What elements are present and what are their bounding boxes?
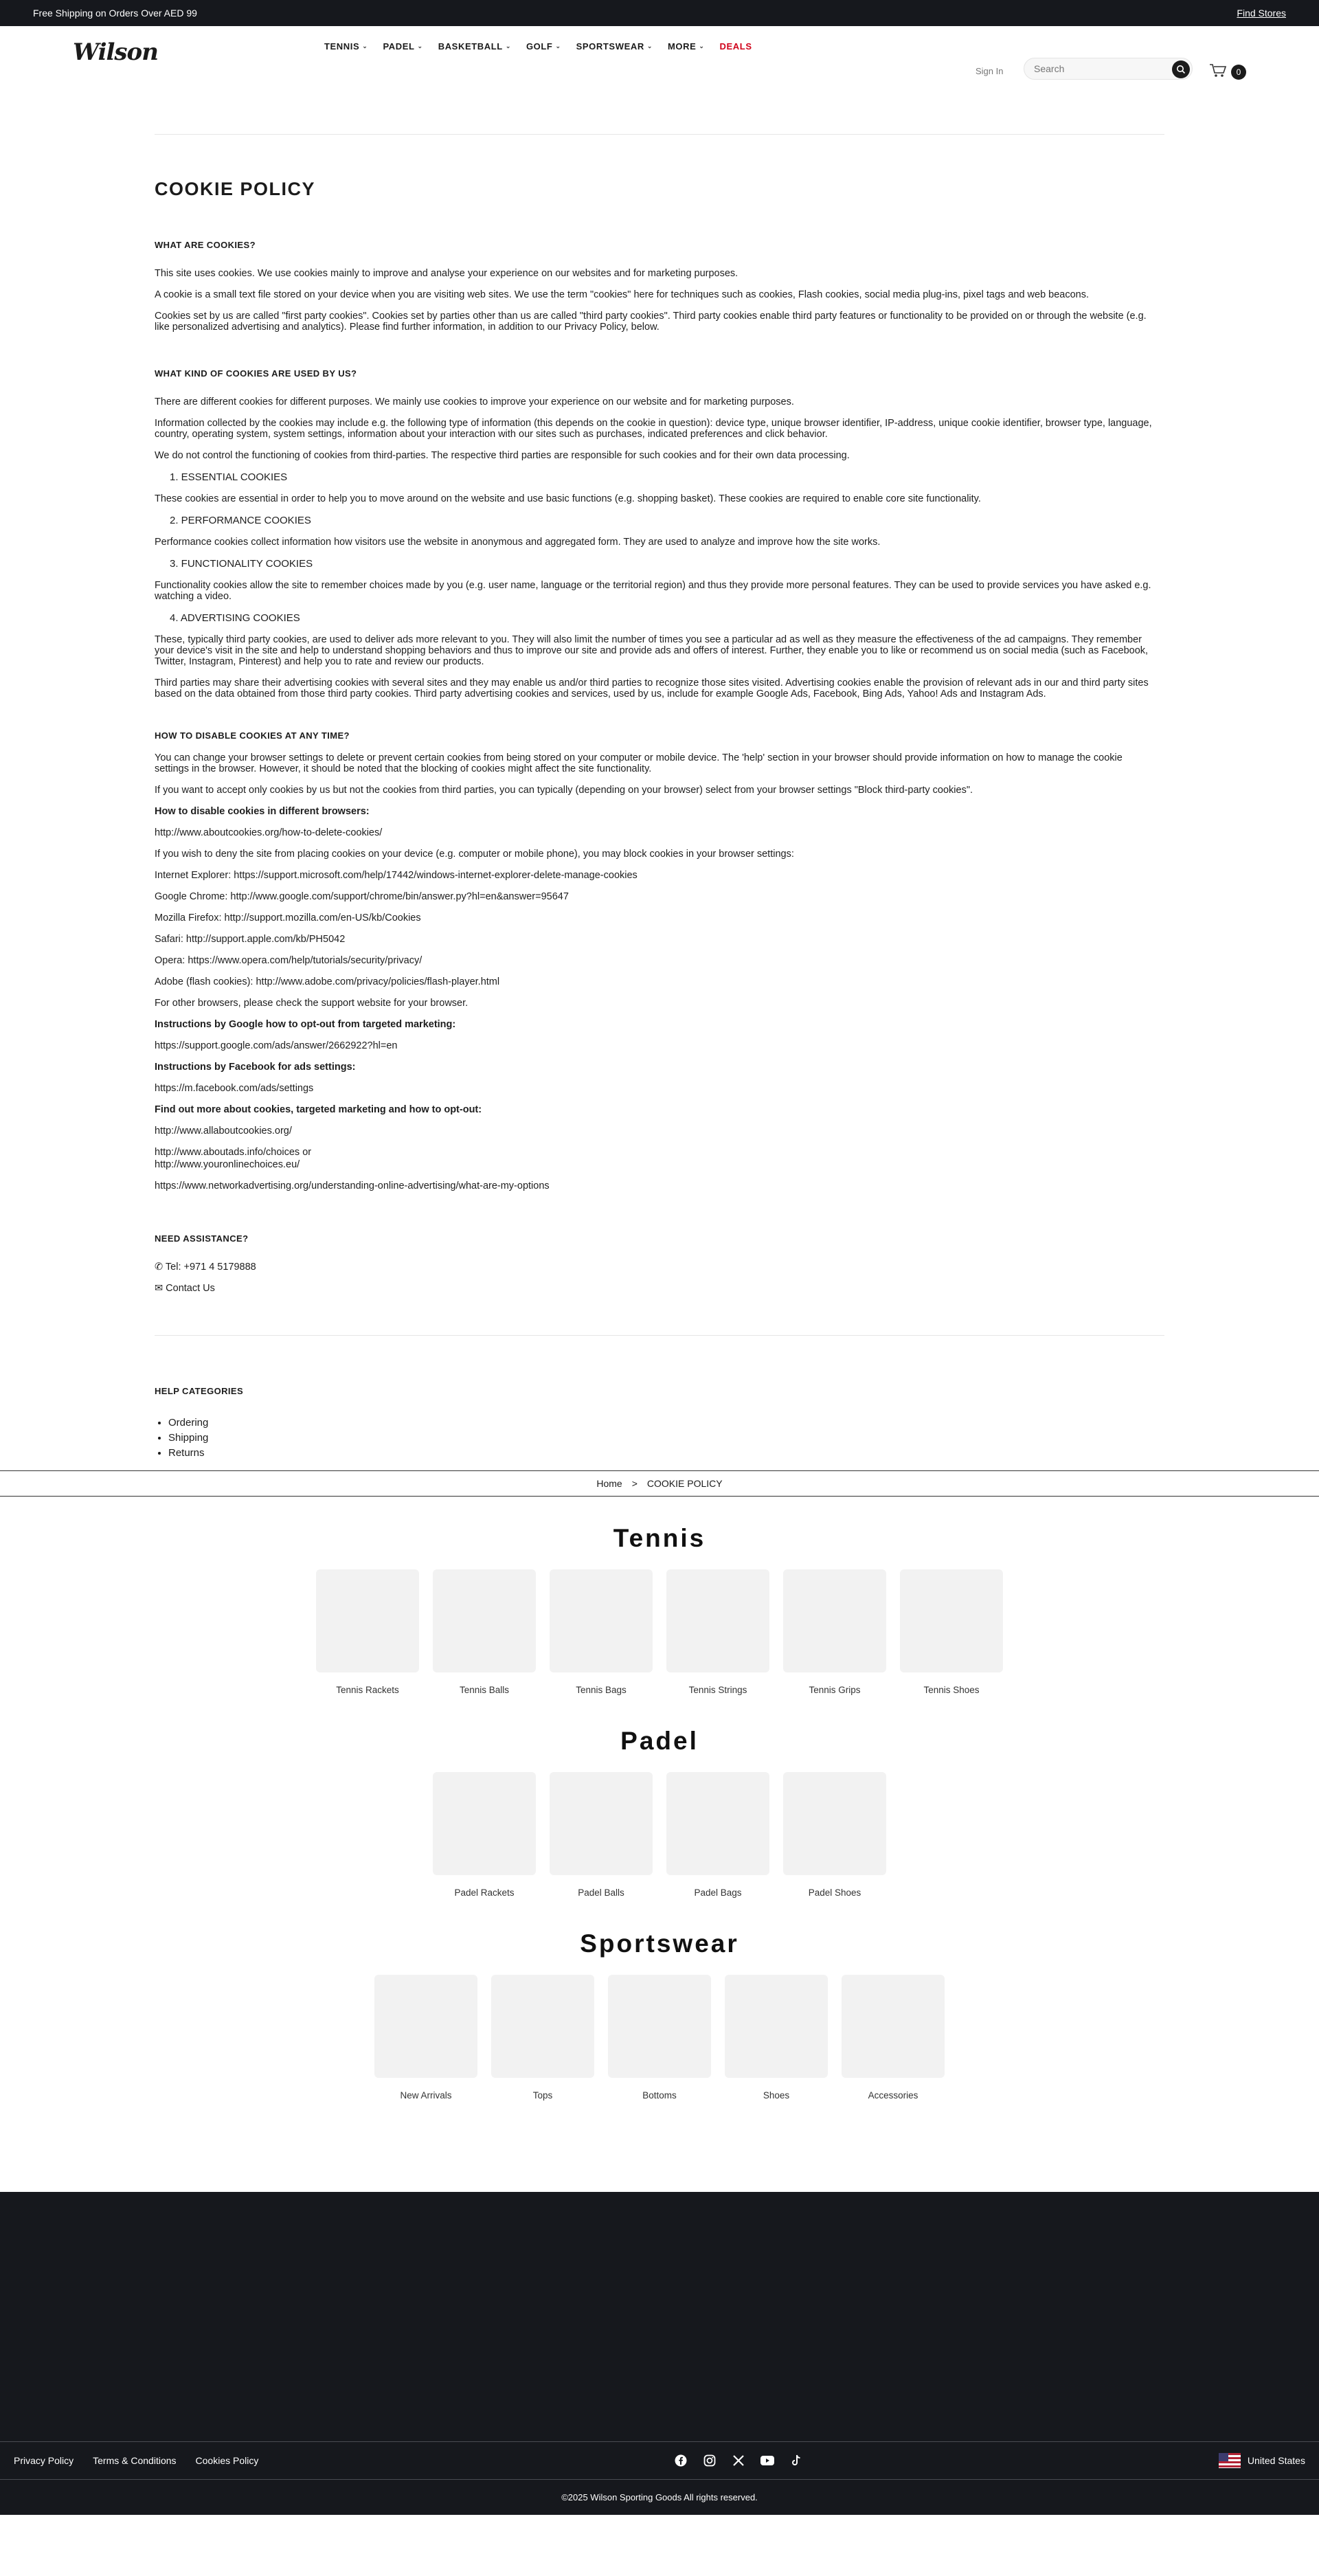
- section-heading: HOW TO DISABLE COOKIES AT ANY TIME?: [155, 730, 350, 741]
- tile-label: Tops: [532, 2090, 553, 2101]
- chevron-down-icon: ⌄: [555, 43, 561, 49]
- paragraph: You can change your browser settings to delete or prevent certain cookies from being stored on your computer or mobile device. The 'help' section in your browser should provide information on how to manage the cookie settings in the browser. However, it should be noted that the blocking of cookies might affect the site functionality.: [155, 752, 1123, 774]
- tile-image: [725, 1975, 828, 2078]
- tile-image: [783, 1772, 886, 1875]
- section-heading: WHAT ARE COOKIES?: [155, 240, 256, 250]
- ie-link[interactable]: Internet Explorer: https://support.microsoft.com/help/17442/windows-internet-explorer-delete-manage-cookies: [155, 870, 638, 881]
- category-tile[interactable]: [550, 1569, 653, 1695]
- footer-bar: [0, 2441, 1319, 2479]
- facebook-icon[interactable]: [674, 2454, 688, 2467]
- category-tile[interactable]: [374, 1975, 477, 2101]
- content-divider: [155, 134, 1164, 135]
- tile-label: Bottoms: [642, 2090, 677, 2101]
- paragraph: Functionality cookies allow the site to remember choices made by you (e.g. user name, language or the territorial region) and thus they provide more personal features. They can be used to provide services you have asked e.g. watching a video.: [155, 580, 1151, 602]
- help-categories: [155, 1386, 1158, 1461]
- tile-image: [608, 1975, 711, 2078]
- subheading: Find out more about cookies, targeted marketing and how to opt-out:: [155, 1104, 482, 1115]
- chevron-down-icon: ⌄: [699, 43, 705, 49]
- category-title: Sportswear: [580, 1929, 739, 1958]
- tile-label: Tennis Rackets: [336, 1685, 399, 1695]
- tile-image: [666, 1569, 769, 1672]
- cart-icon: [1209, 63, 1227, 80]
- breadcrumb: [0, 1470, 1319, 1497]
- tile-image: [374, 1975, 477, 2078]
- tile-image: [666, 1772, 769, 1875]
- opera-link[interactable]: Opera: https://www.opera.com/help/tutorials/security/privacy/: [155, 955, 422, 966]
- category-sportswear: [0, 1929, 1319, 2101]
- nav-deals[interactable]: DEALS: [719, 41, 752, 52]
- category-tile[interactable]: [842, 1975, 945, 2101]
- chevron-down-icon: ⌄: [505, 43, 511, 49]
- instagram-icon[interactable]: [703, 2454, 717, 2467]
- subheading: Instructions by Google how to opt-out from targeted marketing:: [155, 1019, 456, 1030]
- tiktok-icon[interactable]: [789, 2454, 803, 2467]
- tile-label: New Arrivals: [400, 2090, 452, 2101]
- paragraph: Cookies set by us are called "first party cookies". Cookies set by parties other than us are called "third party cookies". Third party cookies enable third party features or functionality to be provided on or through the website (e.g. like personalized advertising and analytics). Please find further information, in addition to our Privacy Policy, below.: [155, 311, 1147, 333]
- cookie-type-heading: 2. PERFORMANCE COOKIES: [170, 515, 311, 526]
- youtube-icon[interactable]: [760, 2454, 774, 2467]
- cookie-type-heading: 1. ESSENTIAL COOKIES: [170, 471, 288, 483]
- tile-label: Tennis Bags: [576, 1685, 627, 1695]
- category-tile[interactable]: [316, 1569, 419, 1695]
- help-item-shipping[interactable]: [168, 1431, 1158, 1446]
- search-icon[interactable]: [1172, 60, 1190, 78]
- tile-image: [783, 1569, 886, 1672]
- region-selector[interactable]: [1219, 2453, 1305, 2468]
- nav-tennis[interactable]: [324, 41, 368, 52]
- search-input[interactable]: [1034, 63, 1158, 74]
- category-tile[interactable]: [666, 1772, 769, 1898]
- help-item-returns[interactable]: [168, 1446, 1158, 1461]
- nav-basketball[interactable]: [438, 41, 511, 52]
- cookie-type-heading: 4. ADVERTISING COOKIES: [170, 612, 300, 624]
- tile-label: Padel Shoes: [808, 1888, 861, 1898]
- tile-label: Padel Rackets: [454, 1888, 515, 1898]
- category-tile[interactable]: [783, 1569, 886, 1695]
- cookie-type-heading: 3. FUNCTIONALITY COOKIES: [170, 558, 313, 570]
- subheading: How to disable cookies in different browsers:: [155, 806, 370, 817]
- paragraph: Information collected by the cookies may include e.g. the following type of information (this depends on the cookie in question): device type, unique browser identifier, IP-address, unique cookie identifier, browser type, language, country, operating system, system settings, information about your interaction with our sites such as purchases, indicated preferences and click behavior.: [155, 418, 1152, 440]
- tile-label: Accessories: [868, 2090, 918, 2101]
- tile-image: [842, 1975, 945, 2078]
- tile-label: Padel Balls: [578, 1888, 624, 1898]
- terms-link[interactable]: Terms & Conditions: [93, 2455, 177, 2466]
- tile-image: [433, 1772, 536, 1875]
- footer-main: [0, 2192, 1319, 2441]
- tile-label: Tennis Grips: [809, 1685, 861, 1695]
- help-heading: HELP CATEGORIES: [155, 1386, 244, 1396]
- paragraph: There are different cookies for different purposes. We mainly use cookies to improve your experience on our website and for marketing purposes.: [155, 396, 794, 407]
- firefox-link[interactable]: Mozilla Firefox: http://support.mozilla.com/en-US/kb/Cookies: [155, 912, 421, 923]
- help-item-label[interactable]: Shipping: [168, 1432, 209, 1444]
- paragraph: If you wish to deny the site from placing cookies on your device (e.g. computer or mobile phone), you may block cookies in your browser settings:: [155, 849, 794, 860]
- category-tile[interactable]: [608, 1975, 711, 2101]
- region-label: United States: [1247, 2455, 1305, 2466]
- site-header: [0, 26, 1319, 91]
- tile-image: [550, 1772, 653, 1875]
- category-tile[interactable]: [900, 1569, 1003, 1695]
- nav-tennis-label: TENNIS: [324, 41, 360, 52]
- help-item-label[interactable]: Ordering: [168, 1417, 209, 1429]
- tile-image: [550, 1569, 653, 1672]
- google-ads-link[interactable]: https://support.google.com/ads/answer/2662922?hl=en: [155, 1040, 398, 1051]
- nav-basketball-label: BASKETBALL: [438, 41, 503, 52]
- category-tennis: [0, 1524, 1319, 1695]
- chrome-link[interactable]: Google Chrome: http://www.google.com/support/chrome/bin/answer.py?hl=en&answer=95647: [155, 891, 569, 902]
- category-tile[interactable]: [491, 1975, 594, 2101]
- category-title: Tennis: [613, 1524, 706, 1552]
- paragraph: Third parties may share their advertising cookies with several sites and they may enable us and/or third parties to recognize those sites visited. Advertising cookies enable the provision of relevant ads in our and third party sites based on the data obtained from those third party cookies. Third party advertising cookies and services, used by us, include for example Google Ads, Facebook, Bing Ads, Yahoo! Ads and Instagram Ads.: [155, 677, 1149, 699]
- category-tile[interactable]: [433, 1569, 536, 1695]
- tile-label: Shoes: [763, 2090, 790, 2101]
- nav-golf[interactable]: [526, 41, 561, 52]
- category-tile[interactable]: [433, 1772, 536, 1898]
- copyright: ©2025 Wilson Sporting Goods All rights reserved.: [0, 2479, 1319, 2515]
- category-tile[interactable]: [725, 1975, 828, 2101]
- wilson-logo[interactable]: Wilson: [73, 38, 158, 66]
- tile-image: [491, 1975, 594, 2078]
- x-icon[interactable]: [732, 2454, 745, 2467]
- privacy-policy-link[interactable]: Privacy Policy: [14, 2455, 74, 2466]
- phone-link[interactable]: ✆ Tel: +971 4 5179888: [155, 1262, 256, 1273]
- nav-padel[interactable]: [383, 41, 422, 52]
- tile-label: Padel Bags: [694, 1888, 742, 1898]
- find-stores-link[interactable]: Find Stores: [1237, 8, 1286, 19]
- aboutcookies-link[interactable]: http://www.aboutcookies.org/how-to-delete-cookies/: [155, 827, 383, 838]
- networkadvertising-link[interactable]: https://www.networkadvertising.org/understanding-online-advertising/what-are-my-options: [155, 1180, 550, 1191]
- promo-bar: [0, 0, 1319, 26]
- nav-more[interactable]: [668, 41, 705, 52]
- youronlinechoices-link[interactable]: http://www.youronlinechoices.eu/: [155, 1159, 300, 1170]
- tile-label: Tennis Balls: [459, 1685, 510, 1695]
- paragraph: This site uses cookies. We use cookies mainly to improve and analyse your experience on our websites and for marketing purposes.: [155, 268, 739, 279]
- paragraph: We do not control the functioning of cookies from third-parties. The respective third parties are responsible for such cookies and for their own data processing.: [155, 450, 850, 461]
- us-flag-icon: [1219, 2453, 1241, 2468]
- chevron-down-icon: ⌄: [646, 43, 653, 49]
- category-tile[interactable]: [550, 1772, 653, 1898]
- breadcrumb-current: COOKIE POLICY: [646, 1478, 723, 1489]
- promo-text: Free Shipping on Orders Over AED 99: [33, 8, 197, 19]
- search-box: [1024, 58, 1193, 80]
- cart-button[interactable]: [1209, 63, 1246, 80]
- nav-padel-label: PADEL: [383, 41, 415, 52]
- paragraph: For other browsers, please check the support website for your browser.: [155, 998, 469, 1009]
- paragraph: If you want to accept only cookies by us but not the cookies from third parties, you can typically (depending on your browser) select from your browser settings "Block third-party cookies".: [155, 785, 973, 796]
- breadcrumb-home[interactable]: Home: [596, 1478, 622, 1489]
- paragraph: Performance cookies collect information how visitors use the website in anonymous and aggregated form. They are used to analyze and improve how the site works.: [155, 537, 881, 548]
- tile-image: [433, 1569, 536, 1672]
- nav-sportswear-label: SPORTSWEAR: [576, 41, 644, 52]
- allaboutcookies-link[interactable]: http://www.allaboutcookies.org/: [155, 1125, 292, 1136]
- cookies-policy-link[interactable]: Cookies Policy: [195, 2455, 259, 2466]
- adobe-link[interactable]: Adobe (flash cookies): http://www.adobe.com/privacy/policies/flash-player.html: [155, 976, 500, 987]
- chevron-down-icon: ⌄: [417, 43, 423, 49]
- category-padel: [0, 1727, 1319, 1898]
- safari-link[interactable]: Safari: http://support.apple.com/kb/PH5042: [155, 934, 346, 945]
- category-tile[interactable]: [666, 1569, 769, 1695]
- category-tile[interactable]: [783, 1772, 886, 1898]
- tile-label: Tennis Shoes: [923, 1685, 980, 1695]
- tile-image: [316, 1569, 419, 1672]
- chevron-down-icon: ⌄: [362, 43, 368, 49]
- facebook-ads-link[interactable]: https://m.facebook.com/ads/settings: [155, 1083, 314, 1094]
- help-item-ordering[interactable]: [168, 1415, 1158, 1431]
- paragraph: These cookies are essential in order to help you to move around on the website and use basic functions (e.g. shopping basket). These cookies are required to enable core site functionality.: [155, 493, 981, 504]
- content-divider: [155, 1335, 1164, 1336]
- paragraph: These, typically third party cookies, are used to deliver ads more relevant to you. They will also limit the number of times you see a particular ad as well as they measure the effectiveness of the ad campaigns. They remember your device's visit in the site and help to understand shopping behaviors and thus to improve our site and provide ads and offers of interest. Further, they enable you to like or recommend us on social media (such as Facebook, Twitter, Instagram, Pinterest) and help you to rate and review our products.: [155, 634, 1149, 667]
- subheading: Instructions by Facebook for ads settings:: [155, 1062, 356, 1073]
- cart-count-badge: 0: [1231, 65, 1246, 80]
- paragraph: A cookie is a small text file stored on your device when you are visiting web sites. We use the term "cookies" here for techniques such as cookies, Flash cookies, social media plug-ins, pixel tags and web beacons.: [155, 289, 1090, 300]
- contact-us-link[interactable]: ✉ Contact Us: [155, 1283, 215, 1294]
- nav-more-label: MORE: [667, 41, 697, 52]
- nav-sportswear[interactable]: [576, 41, 653, 52]
- social-links: [674, 2454, 803, 2467]
- policy-content: [155, 179, 1158, 1294]
- category-title: Padel: [620, 1727, 699, 1755]
- tile-image: [900, 1569, 1003, 1672]
- main-nav: [324, 41, 752, 52]
- sign-in-link[interactable]: Sign In: [976, 66, 1004, 76]
- nav-golf-label: GOLF: [526, 41, 553, 52]
- tile-label: Tennis Strings: [688, 1685, 747, 1695]
- page-title: COOKIE POLICY: [155, 179, 316, 199]
- aboutads-link[interactable]: http://www.aboutads.info/choices or: [155, 1147, 312, 1158]
- help-item-label[interactable]: Returns: [168, 1447, 205, 1459]
- section-heading: NEED ASSISTANCE?: [155, 1233, 249, 1244]
- section-heading: WHAT KIND OF COOKIES ARE USED BY US?: [155, 368, 357, 379]
- breadcrumb-separator: >: [631, 1478, 638, 1489]
